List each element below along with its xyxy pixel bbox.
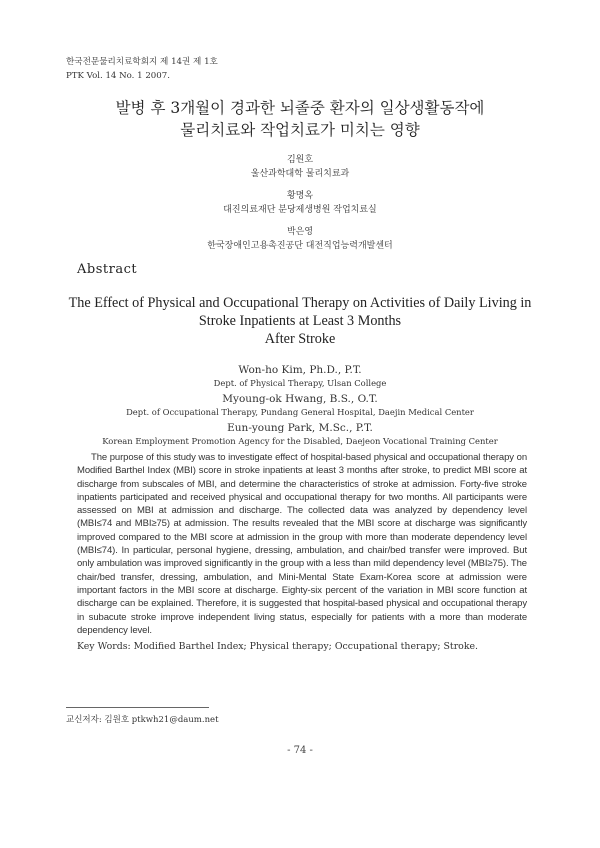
footnote-divider xyxy=(66,707,209,708)
english-authors xyxy=(30,363,570,450)
korean-title-line-2: 물리치료와 작업치료가 미치는 영향 xyxy=(180,121,420,139)
english-author-name: Won-ho Kim, Ph.D., P.T. xyxy=(238,364,362,376)
abstract-paragraph: The purpose of this study was to investigate effect of hospital-based physical and occupational therapy on Modified Barthel Index (MBI) score in stroke inpatients at least 3 months after stroke, to predict MBI score at discharge from subscales of MBI, and determine the characteristics of stroke at admission. Forty-five stroke inpatients participated and received physical and occupational therapy for two months. All participants were assessed on MBI at admission and discharge. The collected data was analyzed by dependency level (MBI≤74 and MBI≥75) at admission. The results revealed that the MBI score at discharge was significantly improved compared to the MBI score at admission in the group with more than moderate dependency level (MBI≤74). In particular, personal hygiene, dressing, ambulation, and chair/bed transfer were improved. But only ambulation was improved significantly in the group with a less than mild dependency level (MBI≥75). The chair/bed transfer, dressing, ambulation, and Mini-Mental State Exam-Korea score at admission were important factors in the MBI score at discharge. Eighty-six percent of the variation in MBI score function at discharge can be explained. Therefore, it is suggested that hospital-based physical and occupational therapy in subacute stroke improve independent living status, especially for patients with a more than moderate dependency level. xyxy=(77,452,527,636)
english-title-line-3: After Stroke xyxy=(264,331,336,347)
english-author-affiliation: Dept. of Physical Therapy, Ulsan College xyxy=(213,378,387,388)
korean-authors xyxy=(0,153,600,261)
korean-title-line-1: 발병 후 3개월이 경과한 뇌졸중 환자의 일상생활동작에 xyxy=(115,99,485,117)
korean-author-name: 김원호 xyxy=(286,155,314,165)
english-title xyxy=(40,294,560,348)
korean-author-name: 박은영 xyxy=(286,227,314,237)
abstract-heading: Abstract xyxy=(77,262,138,277)
english-author-name: Myoung-ok Hwang, B.S., O.T. xyxy=(222,393,378,405)
english-author-affiliation: Dept. of Occupational Therapy, Pundang General Hospital, Daejin Medical Center xyxy=(126,407,474,417)
key-words: Key Words: Modified Barthel Index; Physical therapy; Occupational therapy; Stroke. xyxy=(77,641,479,652)
page-number: - 74 - xyxy=(287,745,313,756)
english-author-affiliation: Korean Employment Promotion Agency for the Disabled, Daejeon Vocational Training Center xyxy=(102,436,498,446)
english-title-line-1: The Effect of Physical and Occupational Therapy on Activities of Daily Living in xyxy=(68,295,532,311)
abstract-body xyxy=(77,451,527,637)
korean-author-affiliation: 대진의료재단 분당제생병원 작업치료실 xyxy=(223,205,377,215)
journal-volume: PTK Vol. 14 No. 1 2007. xyxy=(66,71,170,81)
english-author-name: Eun-young Park, M.Sc., P.T. xyxy=(227,422,373,434)
journal-title-korean: 한국전문물리치료학회지 제 14권 제 1호 xyxy=(66,57,218,67)
corresponding-author-footnote: 교신저자: 김원호 ptkwh21@daum.net xyxy=(66,715,219,725)
korean-author-name: 황명옥 xyxy=(286,191,314,201)
korean-author-affiliation: 울산과학대학 물리치료과 xyxy=(250,169,350,179)
english-title-line-2: Stroke Inpatients at Least 3 Months xyxy=(198,313,402,329)
journal-header xyxy=(66,55,218,83)
korean-author-affiliation: 한국장애인고용촉진공단 대전직업능력개발센터 xyxy=(207,241,393,251)
korean-title xyxy=(0,97,600,141)
